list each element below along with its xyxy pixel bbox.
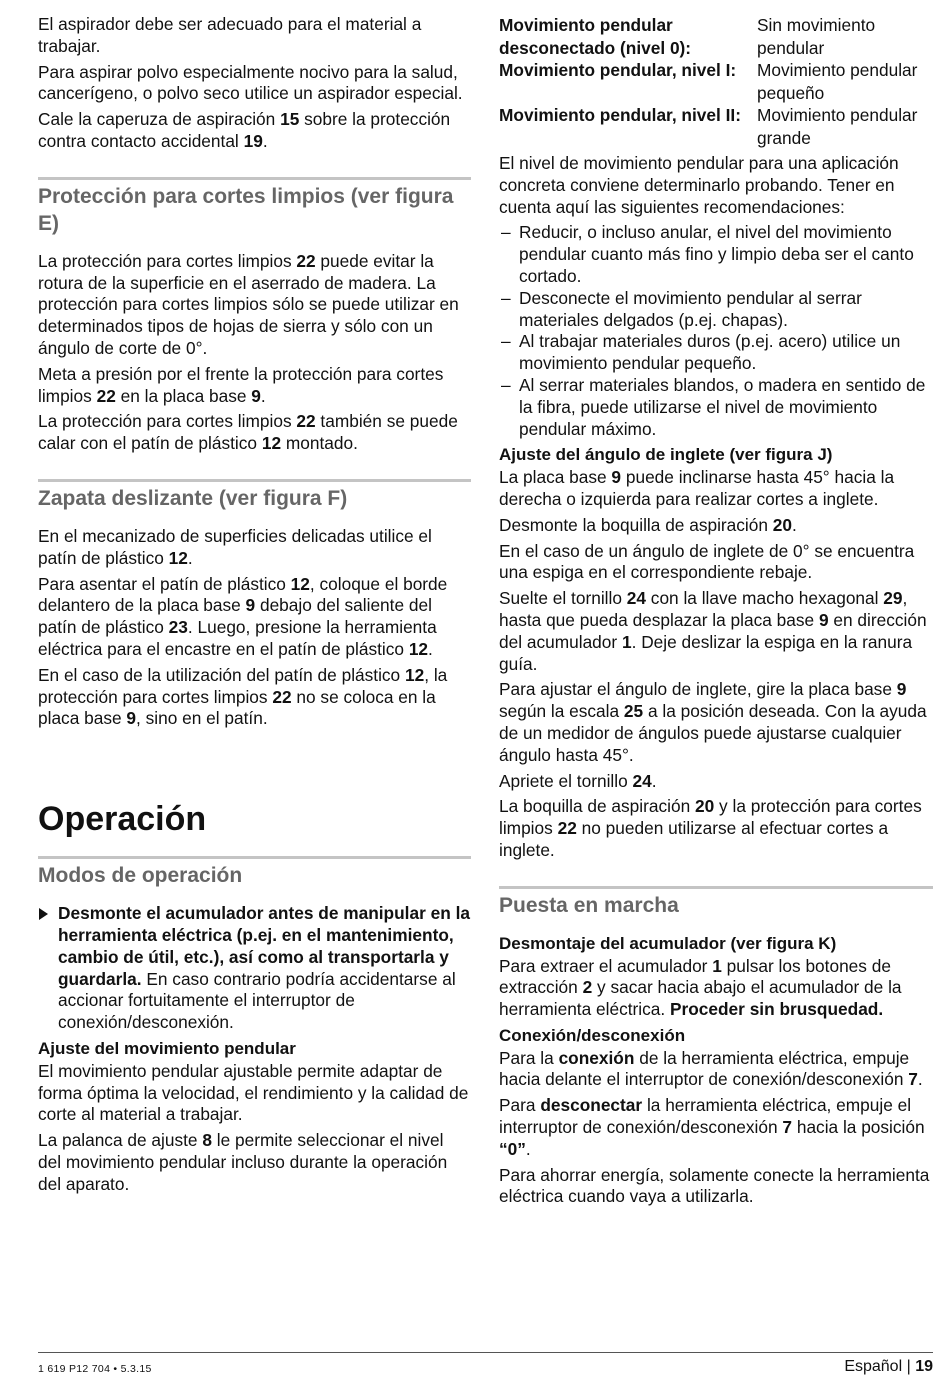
right-column xyxy=(499,14,933,1212)
paragraph: La protección para cortes limpios 22 también se puede calar con el patín de plástico 12 montado. xyxy=(38,411,458,454)
section-title-proteccion: Protección para cortes limpios (ver figura E) xyxy=(38,177,471,237)
section-title-modos: Modos de operación xyxy=(38,856,471,889)
page-footer xyxy=(38,1352,933,1375)
paragraph: Apriete el tornillo 24. xyxy=(499,770,657,791)
paragraph: Para la conexión de la herramienta eléctrica, empuje hacia delante el interruptor de conexión/desconexión 7. xyxy=(499,1047,923,1090)
section-title-puesta: Puesta en marcha xyxy=(499,886,933,919)
pendulum-table xyxy=(499,14,933,149)
paragraph: Para asentar el patín de plástico 12, coloque el borde delantero de la placa base 9 debajo del saliente del patín de plástico 23. Luego, presione la herramienta eléctrica para el encastre en el patín de plástico 12. xyxy=(38,573,448,659)
table-row: Movimiento pendular, nivel I: Movimiento pendular pequeño xyxy=(499,60,918,103)
paragraph: Para ahorrar energía, solamente conecte la herramienta eléctrica cuando vaya a utilizarla. xyxy=(499,1164,930,1207)
paragraph: El nivel de movimiento pendular para una aplicación concreta conviene determinarlo probando. Tener en cuenta aquí las siguientes recomendaciones: xyxy=(499,153,899,217)
left-column xyxy=(38,14,471,1199)
list-item: – Al serrar materiales blandos, o madera en sentido de la fibra, puede utilizarse el nivel de movimiento pendular máximo. xyxy=(501,374,926,439)
paragraph: Cale la caperuza de aspiración 15 sobre la protección contra contacto accidental 19. xyxy=(38,109,451,151)
paragraph: En el mecanizado de superficies delicadas utilice el patín de plástico 12. xyxy=(38,525,432,568)
paragraph: La placa base 9 puede inclinarse hasta 45° hacia la derecha o izquierda para realizar cortes a inglete. xyxy=(499,467,895,509)
paragraph: En el caso de un ángulo de inglete de 0° se encuentra una espiga en el correspondiente rebaje. xyxy=(499,540,915,583)
paragraph: Para aspirar polvo especialmente nocivo para la salud, cancerígeno, o polvo seco utilice un aspirador especial. xyxy=(38,61,463,104)
paragraph: La palanca de ajuste 8 le permite seleccionar el nivel del movimiento pendular incluso durante la operación del aparato. xyxy=(38,1130,448,1194)
subheading-conexion: Conexión/desconexión xyxy=(499,1025,686,1045)
list-item: – Al trabajar materiales duros (p.ej. acero) utilice un movimiento pendular pequeño. xyxy=(501,331,901,374)
page-number: Español | 19 xyxy=(844,1358,933,1375)
list-item: – Desconecte el movimiento pendular al serrar materiales delgados (p.ej. chapas). xyxy=(501,287,862,330)
recommendation-list xyxy=(499,222,933,440)
paragraph: Para ajustar el ángulo de inglete, gire la placa base 9 según la escala 25 a la posición deseada. Con la ayuda de un medidor de ángulos puede ajustarse cualquier ángulo hasta 45°. xyxy=(499,679,927,765)
warning-paragraph: Desmonte el acumulador antes de manipular en la herramienta eléctrica (p.ej. en el mantenimiento, cambio de útil, etc.), así como al transportarla y guardarla. En caso contrario podría accidentarse al accionar fortuitamente el interruptor de conexión/desconexión. xyxy=(38,903,471,1034)
list-item: – Reducir, o incluso anular, el nivel del movimiento pendular cuanto más fino y limpio deba ser el canto cortado. xyxy=(501,222,914,286)
subheading-desmontaje: Desmontaje del acumulador (ver figura K) xyxy=(499,933,837,953)
paragraph: La boquilla de aspiración 20 y la protección para cortes limpios 22 no pueden utilizarse al efectuar cortes a inglete. xyxy=(499,796,922,860)
chapter-title-operacion: Operación xyxy=(38,800,207,839)
paragraph: Suelte el tornillo 24 con la llave macho hexagonal 29, hasta que pueda desplazar la placa base 9 en dirección del acumulador 1. Deje deslizar la espiga en la ranura guía. xyxy=(499,588,927,674)
subheading-inglete: Ajuste del ángulo de inglete (ver figura J) xyxy=(499,445,833,465)
paragraph: El aspirador debe ser adecuado para el material a trabajar. xyxy=(38,14,422,56)
section-title-zapata: Zapata deslizante (ver figura F) xyxy=(38,479,471,512)
paragraph: Para desconectar la herramienta eléctrica, empuje el interruptor de conexión/desconexión 7 hacia la posición “0”. xyxy=(499,1095,925,1159)
paragraph: En el caso de la utilización del patín de plástico 12, la protección para cortes limpios 22 no se coloca en la placa base 9, sino en el patín. xyxy=(38,664,448,729)
table-row: Movimiento pendular desconectado (nivel 0): Sin movimiento pendular xyxy=(499,15,876,58)
table-row: Movimiento pendular, nivel II: Movimiento pendular grande xyxy=(499,105,918,148)
paragraph: Para extraer el acumulador 1 pulsar los botones de extracción 2 y sacar hacia abajo el acumulador de la herramienta eléctrica. Proceder sin brusquedad. xyxy=(499,955,902,1020)
warning-triangle-icon xyxy=(39,908,48,920)
document-code: 1 619 P12 704 • 5.3.15 xyxy=(38,1363,152,1375)
paragraph: El movimiento pendular ajustable permite adaptar de forma óptima la velocidad, el rendimiento y la calidad de corte al material a trabajar. xyxy=(38,1060,469,1125)
paragraph: La protección para cortes limpios 22 puede evitar la rotura de la superficie en el aserrado de madera. La protección para cortes limpios sólo se puede utilizar en determinados tipos de hojas de sierra y sólo con un ángulo de corte de 0°. xyxy=(38,250,459,358)
subheading-ajuste-pendular: Ajuste del movimiento pendular xyxy=(38,1038,296,1058)
paragraph: Meta a presión por el frente la protección para cortes limpios 22 en la placa base 9. xyxy=(38,363,444,406)
paragraph: Desmonte la boquilla de aspiración 20. xyxy=(499,514,797,535)
